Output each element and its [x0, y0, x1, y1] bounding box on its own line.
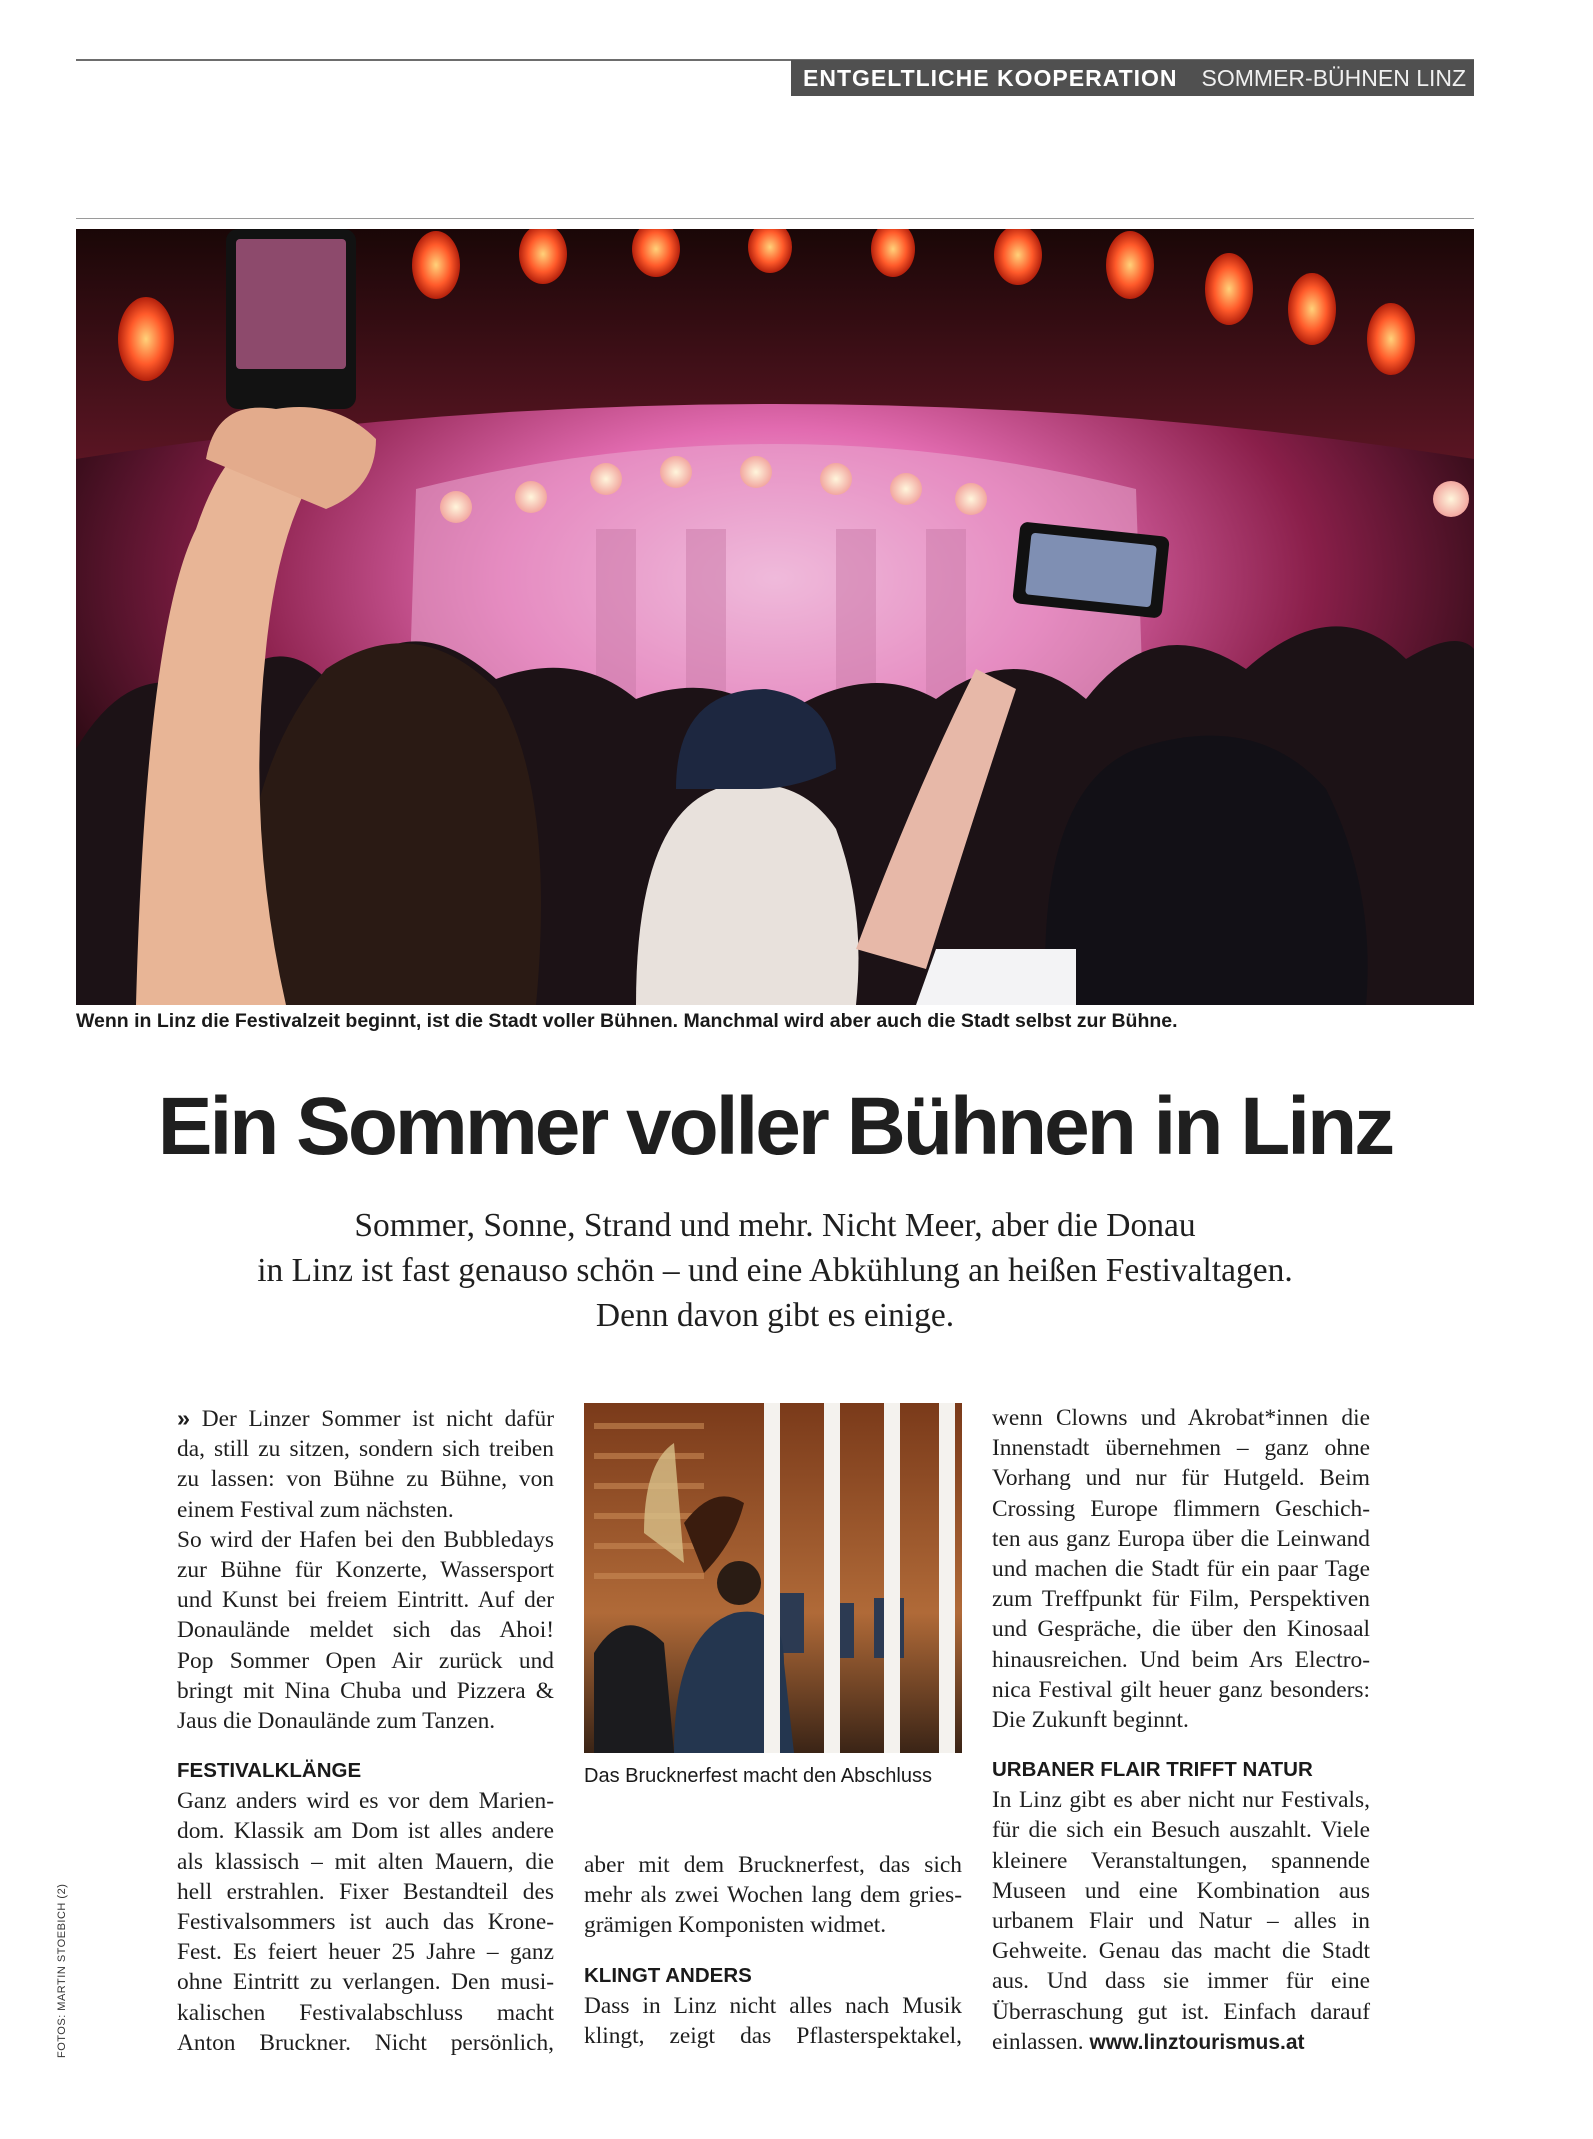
text-line: mehr als zwei Wochen lang dem gries- [584, 1882, 962, 1909]
section-kicker [791, 60, 1474, 96]
text-line: und Gespräche, die über den Kinosaal [992, 1616, 1370, 1643]
paragraph [992, 1785, 1370, 2058]
paragraph [177, 1525, 554, 1736]
text-line: wenn Clowns und Akrobat*innen die [992, 1405, 1370, 1431]
text-line: da, still zu sitzen, sondern sich treiben [177, 1436, 554, 1463]
text-line: einlassen. www.linztourismus.at [992, 2028, 1305, 2055]
hero-photo [76, 229, 1474, 1005]
subheading-urbaner-flair: URBANER FLAIR TRIFFT NATUR [992, 1758, 1313, 1782]
text-line: kalischen Festivalabschluss macht [177, 1999, 554, 2026]
text-line: bringt mit Nina Chuba und Pizzera & [177, 1677, 554, 1704]
subheading-klingt-anders: KLINGT ANDERS [584, 1963, 752, 1987]
kicker-section: SOMMER-BÜHNEN LINZ [1201, 64, 1467, 91]
photo-rule [76, 218, 1474, 219]
text-line: Ganz anders wird es vor dem Marien- [177, 1788, 554, 1815]
text-line: aber mit dem Brucknerfest, das sich [584, 1852, 962, 1878]
text-line: einem Festival zum nächsten. [177, 1496, 454, 1523]
text-line: aus. Und dass sie immer für eine [992, 1968, 1370, 1995]
text-line: und Kunst bei freiem Eintritt. Auf der [177, 1587, 554, 1614]
text-line: zum Treffpunkt für Film, Perspektiven [992, 1586, 1370, 1613]
hero-caption: Wenn in Linz die Festivalzeit beginnt, ist die Stadt voller Bühnen. Manchmal wird aber auch die Stadt selbst zur Bühne. [76, 1010, 1178, 1032]
lead-paragraph [76, 1203, 1474, 1338]
quote-mark-icon: » [177, 1405, 191, 1431]
text-line: So wird der Hafen bei den Bubbledays [177, 1526, 554, 1553]
intro-paragraph [177, 1403, 554, 1525]
text-line: Museen und eine Kombination aus [992, 1877, 1370, 1904]
text-line: Überraschung gut ist. Einfach darauf [992, 1998, 1370, 2025]
text-line: Vorhang und nur für Hutgeld. Beim [992, 1465, 1370, 1492]
lead-line: in Linz ist fast genauso schön – und eine Abkühlung an heißen Festivaltagen. [257, 1252, 1293, 1289]
lead-line: Denn davon gibt es einige. [595, 1297, 955, 1334]
website-link[interactable]: www.linztourismus.at [1089, 2030, 1305, 2054]
text-line: » Der Linzer Sommer ist nicht dafür [177, 1405, 554, 1432]
text-line: für die sich ein Besuch auszahlt. Viele [992, 1817, 1370, 1844]
inset-caption: Das Brucknerfest macht den Abschluss [584, 1765, 932, 1787]
concert-crowd-photo-icon [76, 229, 1474, 1005]
column-3 [992, 1403, 1370, 2058]
text-line: Dass in Linz nicht alles nach Musik [584, 1992, 962, 2019]
text-line: Pop Sommer Open Air zurück und [177, 1647, 554, 1674]
text-line: Crossing Europe flimmern Geschich- [992, 1495, 1370, 1522]
text-line: Anton Bruckner. Nicht persönlich, [177, 2029, 554, 2056]
orchestra-photo-icon [584, 1403, 962, 1753]
inset-photo [584, 1403, 962, 1753]
text-line: und machen die Stadt für ein paar Tage [992, 1556, 1370, 1583]
photo-credit: FOTOS: MARTIN STOEBICH (2) [56, 1883, 68, 2058]
subheading-festivalklaenge: FESTIVALKLÄNGE [177, 1759, 362, 1783]
text-line: Innenstadt übernehmen – ganz ohne [992, 1435, 1370, 1462]
text-line: hell erstrahlen. Fixer Bestandteil des [177, 1878, 554, 1905]
text-line: dom. Klassik am Dom ist alles andere [177, 1818, 554, 1845]
text-line: grämigen Komponisten widmet. [584, 1912, 887, 1939]
text-line: Donaulände meldet sich das Ahoi! [177, 1617, 554, 1644]
text-line: Fest. Es feiert heuer 25 Jahre – ganz [177, 1939, 554, 1966]
kicker-cooperation: ENTGELTLICHE KOOPERATION [803, 64, 1178, 91]
text-line: kleinere Veranstaltungen, spannende [992, 1847, 1370, 1874]
text-line: hinausreichen. Und beim Ars Electro- [992, 1646, 1370, 1673]
text-line: Gehweite. Genau das macht die Stadt [992, 1938, 1370, 1965]
page-title: Ein Sommer voller Bühnen in Linz [157, 1081, 1393, 1172]
column-2 [584, 1850, 962, 2051]
text-line: urbanem Flair und Natur – alles in [992, 1908, 1370, 1935]
paragraph [992, 1403, 1370, 1735]
text-line: ten aus ganz Europa über die Leinwand [992, 1525, 1370, 1552]
column-1 [177, 1403, 554, 2058]
text-line: als klassisch – mit alten Mauern, die [177, 1848, 554, 1875]
text-line: klingt, zeigt das Pflasterspektakel, [584, 2022, 962, 2049]
text-line: Jaus die Donaulände zum Tanzen. [177, 1708, 496, 1735]
text-line: zu lassen: von Bühne zu Bühne, von [177, 1466, 554, 1493]
lead-line: Sommer, Sonne, Strand und mehr. Nicht Meer, aber die Donau [354, 1207, 1196, 1244]
text-line: Die Zukunft beginnt. [992, 1707, 1189, 1734]
text-line: zur Bühne für Konzerte, Wassersport [177, 1557, 554, 1584]
text-line: Festivalsommers ist auch das Krone- [177, 1909, 554, 1936]
text-line: ohne Eintritt zu verlangen. Den musi- [177, 1969, 554, 1996]
paragraph [177, 1786, 554, 2058]
text-line: nica Festival gilt heuer ganz besonders: [992, 1676, 1370, 1703]
text-line: In Linz gibt es aber nicht nur Festivals, [992, 1787, 1370, 1814]
